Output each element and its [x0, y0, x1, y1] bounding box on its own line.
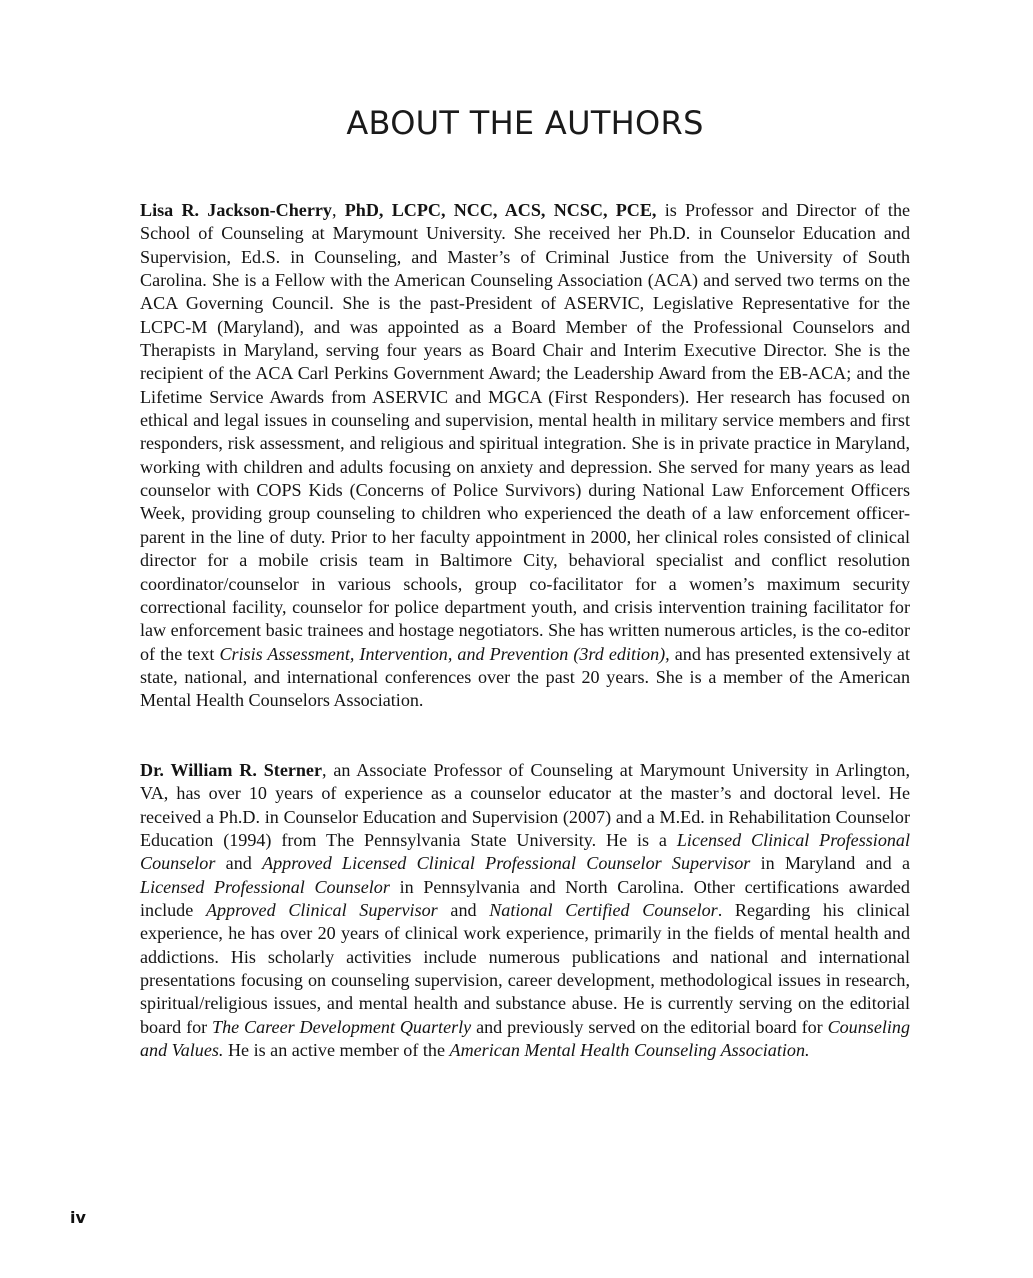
certification-title: Approved Clinical Supervisor — [205, 900, 438, 921]
bio-text: and — [437, 900, 490, 921]
author-name: Lisa R. Jackson-Cherry — [140, 200, 332, 220]
bio-text: , an Associate Professor of Counseling at Marymount University in Arlington, VA, has over 10 years of experience as a counselor educator at the master’s and doctoral level. He received a Ph.D. in Counselor Education and Supervision (2007) and a M.Ed. in Rehabilitation Counselor Education (1994) from The Pennsylvania State University. He is a — [140, 760, 910, 851]
bio-text: and — [215, 853, 263, 874]
certification-title: National Certified Counselor — [489, 900, 718, 921]
association-name: American Mental Health Counseling Association. — [449, 1040, 810, 1061]
license-title: Licensed Professional Counselor — [140, 876, 390, 897]
license-title: Licensed Clinical Professional Counselor — [140, 830, 910, 874]
book-title: Crisis Assessment, Intervention, and Prevention (3rd edition), — [219, 643, 670, 664]
page-number: iv — [70, 1208, 86, 1227]
bio-text: . Regarding his clinical experience, he has over 20 years of clinical work experience, primarily in the fields of mental health and addictions. His scholarly activities include numerous publications and national and international presentations focusing on counseling supervision, career development, methodological issues in research, spiritual/religious issues, and mental health and substance abuse. He is currently serving on the editorial board for — [140, 900, 911, 1037]
author-bio-jackson-cherry — [140, 199, 910, 713]
journal-title: Counseling and Values. — [140, 1016, 910, 1061]
license-title: Approved Licensed Clinical Professional Counselor Supervisor — [262, 853, 751, 874]
bio-text: in Maryland and a — [750, 853, 911, 874]
author-name: Dr. William R. Sterner — [140, 760, 322, 780]
bio-text: and previously served on the editorial board for — [471, 1016, 828, 1037]
bio-text: is Professor and Director of the School of Counseling at Marymount University. She received her Ph.D. in Counselor Education and Supervision, Ed.S. in Counseling, and Master’s of Criminal Justice from the University of South Carolina. She is a Fellow with the American Counseling Association (ACA) and served two terms on the ACA Governing Council. She is the past-President of ASERVIC, Legislative Representative for the LCPC-M (Maryland), and was appointed as a Board Member of the Professional Counselors and Therapists in Maryland, serving four years as Board Chair and Interim Executive Director. She is the recipient of the ACA Carl Perkins Government Award; the Leadership Award from the EB-ACA; and the Lifetime Service Awards from ASERVIC and MGCA (First Responders). Her research has focused on ethical and legal issues in counseling and supervision, mental health in military service members and first responders, risk assessment, and religious and spiritual integration. She is in private practice in Maryland, working with children and adults focusing on anxiety and depression. She served for many years as lead counselor with COPS Kids (Concerns of Police Survivors) during National Law Enforcement Officers Week, providing group counseling to children who experienced the death of a law enforcement officer-parent in the line of duty. Prior to her faculty appointment in 2000, her clinical roles consisted of clinical director for a mobile crisis team in Baltimore City, behavioral specialist and conflict resolution coordinator/counselor in various schools, group co-facilitator for a women’s maximum security correctional facility, counselor for police department youth, and crisis intervention training facilitator for law enforcement basic trainees and hostage negotiators. She has written numerous articles, is the co-editor of the text — [140, 200, 911, 664]
bio-text: in Pennsylvania and North Carolina. Other certifications awarded include — [140, 876, 910, 921]
bio-text: He is an active member of the — [223, 1040, 450, 1061]
bio-text: and has presented extensively at state, national, and international conferences over the past 20 years. She is a member of the American Mental Health Counselors Association. — [140, 643, 910, 711]
name-separator: , — [331, 200, 345, 220]
journal-title: The Career Development Quarterly — [212, 1016, 472, 1037]
author-bio-sterner — [140, 759, 910, 1062]
page-title: ABOUT THE AUTHORS — [346, 104, 704, 142]
author-credentials: PhD, LCPC, NCC, ACS, NCSC, PCE, — [344, 200, 657, 220]
